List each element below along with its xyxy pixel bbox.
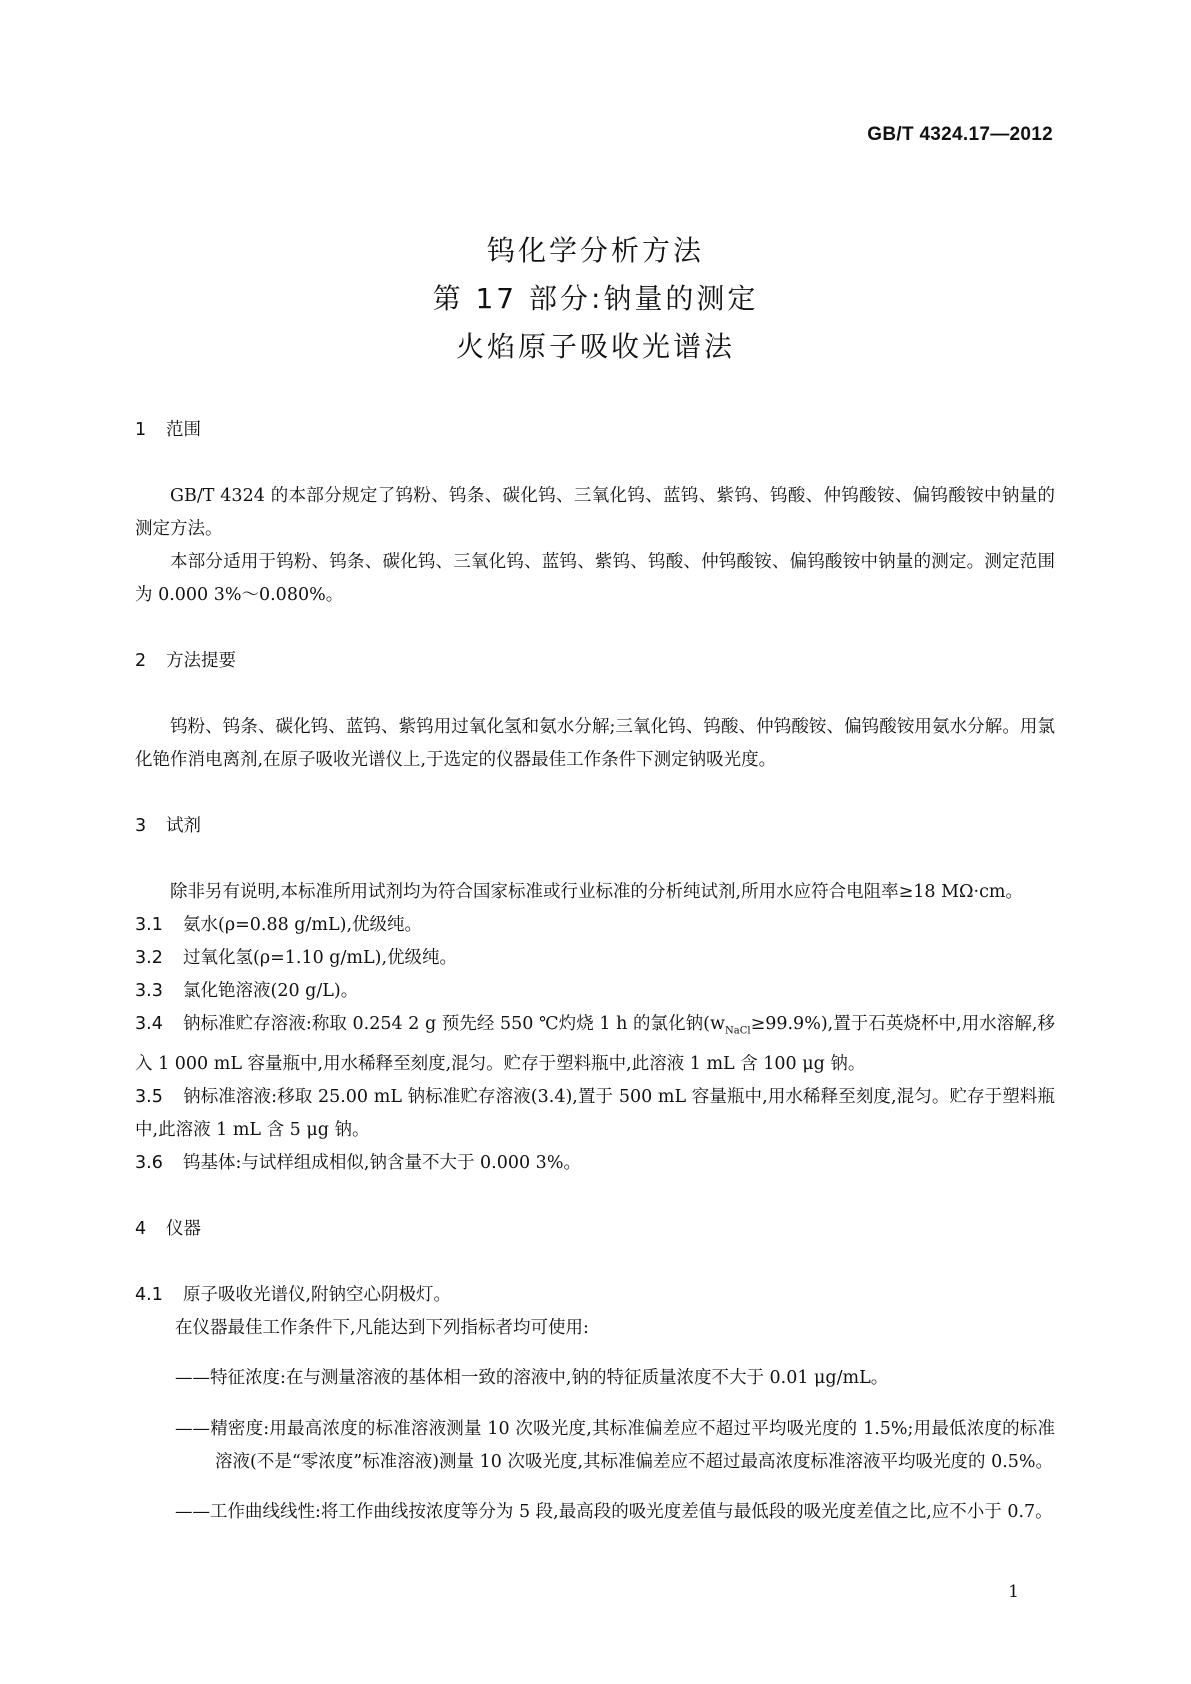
list-item xyxy=(135,909,1055,942)
paragraph: GB/T 4324 的本部分规定了钨粉、钨条、碳化钨、三氧化钨、蓝钨、紫钨、钨酸、仲钨酸铵、偏钨酸铵中钠量的测定方法。 xyxy=(135,486,1055,539)
title-line-3: 火焰原子吸收光谱法 xyxy=(455,330,735,363)
list-item xyxy=(135,1279,1055,1312)
paragraph: 钨粉、钨条、碳化钨、蓝钨、紫钨用过氧化氢和氨水分解;三氧化钨、钨酸、仲钨酸铵、偏钨酸铵用氨水分解。用氯化铯作消电离剂,在原子吸收光谱仪上,于选定的仪器最佳工作条件下测定钠吸光度。 xyxy=(135,717,1055,770)
item-number: 3.4 xyxy=(135,1014,163,1034)
item-number: 3.2 xyxy=(135,948,163,968)
paragraph: 在仪器最佳工作条件下,凡能达到下列指标者均可使用: xyxy=(175,1317,589,1338)
paragraph: 除非另有说明,本标准所用试剂均为符合国家标准或行业标准的分析纯试剂,所用水应符合电阻率≥18 MΩ·cm。 xyxy=(170,882,1024,902)
list-item xyxy=(135,1081,1055,1147)
section-title: 范围 xyxy=(166,420,201,440)
item-subscript: NaCl xyxy=(725,1025,751,1037)
item-text: 过氧化氢(ρ=1.10 g/mL),优级纯。 xyxy=(183,948,458,968)
item-number: 3.1 xyxy=(135,915,163,935)
list-item xyxy=(135,1008,1055,1081)
requirement-item: ——工作曲线线性:将工作曲线按浓度等分为 5 段,最高段的吸光度差值与最低段的吸光度差值之比,应不小于 0.7。 xyxy=(175,1502,1053,1522)
item-number: 3.6 xyxy=(135,1152,163,1173)
item-text: 氯化铯溶液(20 g/L)。 xyxy=(183,981,359,1001)
document-title xyxy=(0,227,1191,371)
item-text: ≥99.9%),置于石英烧杯中,用水溶解,移入 1 000 mL 容量瓶中,用水稀释至刻度,混匀。贮存于塑料瓶中,此溶液 1 mL 含 100 μg 钠。 xyxy=(135,1014,1055,1074)
requirement-item: ——特征浓度:在与测量溶液的基体相一致的溶液中,钠的特征质量浓度不大于 0.01 μg/mL。 xyxy=(175,1368,889,1388)
list-item xyxy=(135,942,1055,975)
section-title: 仪器 xyxy=(166,1218,201,1239)
item-number: 3.3 xyxy=(135,981,163,1001)
section-heading-scope xyxy=(135,414,1055,447)
document-body xyxy=(135,414,1055,1547)
section-heading-apparatus xyxy=(135,1213,1055,1246)
paragraph: 本部分适用于钨粉、钨条、碳化钨、三氧化钨、蓝钨、紫钨、钨酸、仲钨酸铵、偏钨酸铵中钠量的测定。测定范围为 0.000 3%～0.080%。 xyxy=(135,552,1055,605)
item-text: 原子吸收光谱仪,附钠空心阴极灯。 xyxy=(183,1284,452,1305)
requirement-item: ——精密度:用最高浓度的标准溶液测量 10 次吸光度,其标准偏差应不超过平均吸光度的 1.5%;用最低浓度的标准溶液(不是“零浓度”标准溶液)测量 10 次吸光度,其标准偏差应不超过最高浓度标准溶液平均吸光度的 0.5%。 xyxy=(175,1418,1055,1472)
item-text: 钠标准溶液:移取 25.00 mL 钠标准贮存溶液(3.4),置于 500 mL 容量瓶中,用水稀释至刻度,混匀。贮存于塑料瓶中,此溶液 1 mL 含 5 μg 钠。 xyxy=(135,1086,1055,1140)
section-number: 1 xyxy=(135,420,147,440)
item-text: 钨基体:与试样组成相似,钠含量不大于 0.000 3%。 xyxy=(183,1152,581,1173)
list-item xyxy=(135,1147,1055,1180)
section-number: 4 xyxy=(135,1218,147,1239)
section-number: 2 xyxy=(135,651,147,671)
page-number: 1 xyxy=(1008,1582,1019,1602)
list-item xyxy=(135,975,1055,1008)
item-text: 氨水(ρ=0.88 g/mL),优级纯。 xyxy=(183,915,423,935)
section-heading-principle xyxy=(135,645,1055,678)
standard-number: GB/T 4324.17—2012 xyxy=(867,124,1053,145)
title-line-1: 钨化学分析方法 xyxy=(486,234,704,267)
title-line-2: 第 17 部分:钠量的测定 xyxy=(432,282,759,315)
section-number: 3 xyxy=(135,816,147,836)
item-text: 钠标准贮存溶液:称取 0.254 2 g 预先经 550 ℃灼烧 1 h 的氯化钠(w xyxy=(183,1014,725,1034)
section-heading-reagents xyxy=(135,810,1055,843)
section-title: 方法提要 xyxy=(166,651,236,671)
section-title: 试剂 xyxy=(166,816,201,836)
item-number: 3.5 xyxy=(135,1086,163,1107)
item-number: 4.1 xyxy=(135,1284,163,1305)
